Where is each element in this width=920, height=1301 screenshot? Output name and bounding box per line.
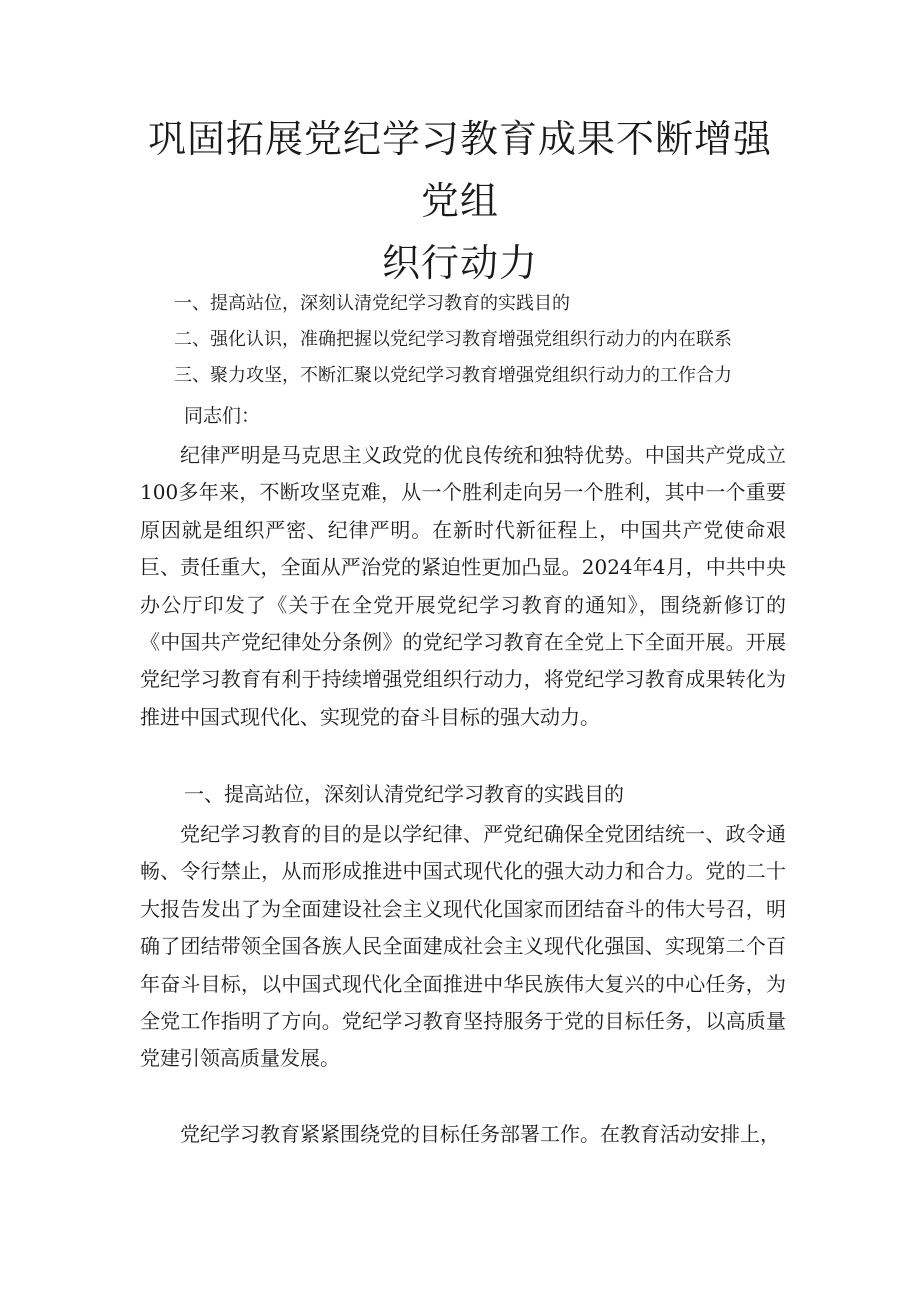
document-title (140, 108, 780, 294)
paragraph-section1-body: 党纪学习教育的目的是以学纪律、严党纪确保全党团结统一、政令通畅、令行禁止，从而形成推进中国式现代化的强大动力和合力。党的二十大报告发出了为全面建设社会主义现代化国家而团结奋斗的伟大号召，明确了团结带领全国各族人民全面建成社会主义现代化强国、实现第二个百年奋斗目标，以中国式现代化全面推进中华民族伟大复兴的中心任务，为全党工作指明了方向。党纪学习教育坚持服务于党的目标任务，以高质量党建引领高质量发展。 (140, 822, 786, 1071)
outline-list (174, 286, 814, 394)
salutation: 同志们： (184, 405, 261, 427)
outline-item: 二、强化认识，准确把握以党纪学习教育增强党组织行动力的内在联系 (174, 329, 732, 350)
title-line-2: 织行动力 (381, 241, 538, 285)
section-heading-1: 一、提高站位，深刻认清党纪学习教育的实践目的 (184, 782, 624, 806)
outline-item: 三、聚力攻坚，不断汇聚以党纪学习教育增强党组织行动力的工作合力 (174, 365, 732, 386)
title-line-1: 巩固拓展党纪学习教育成果不断增强党组 (147, 117, 772, 223)
paragraph-section1-continued: 党纪学习教育紧紧围绕党的目标任务部署工作。在教育活动安排上， (180, 1122, 780, 1146)
paragraph-intro: 纪律严明是马克思主义政党的优良传统和独特优势。中国共产党成立100多年来，不断攻坚克难，从一个胜利走向另一个胜利，其中一个重要原因就是组织严密、纪律严明。在新时代新征程上，中国共产党使命艰巨、责任重大，全面从严治党的紧迫性更加凸显。2024年4月，中共中央办公厅印发了《关于在全党开展党纪学习教育的通知》，围绕新修订的《中国共产党纪律处分条例》的党纪学习教育在全党上下全面开展。开展党纪学习教育有利于持续增强党组织行动力，将党纪学习教育成果转化为推进中国式现代化、实现党的奋斗目标的强大动力。 (140, 443, 786, 729)
outline-item: 一、提高站位，深刻认清党纪学习教育的实践目的 (174, 293, 570, 314)
